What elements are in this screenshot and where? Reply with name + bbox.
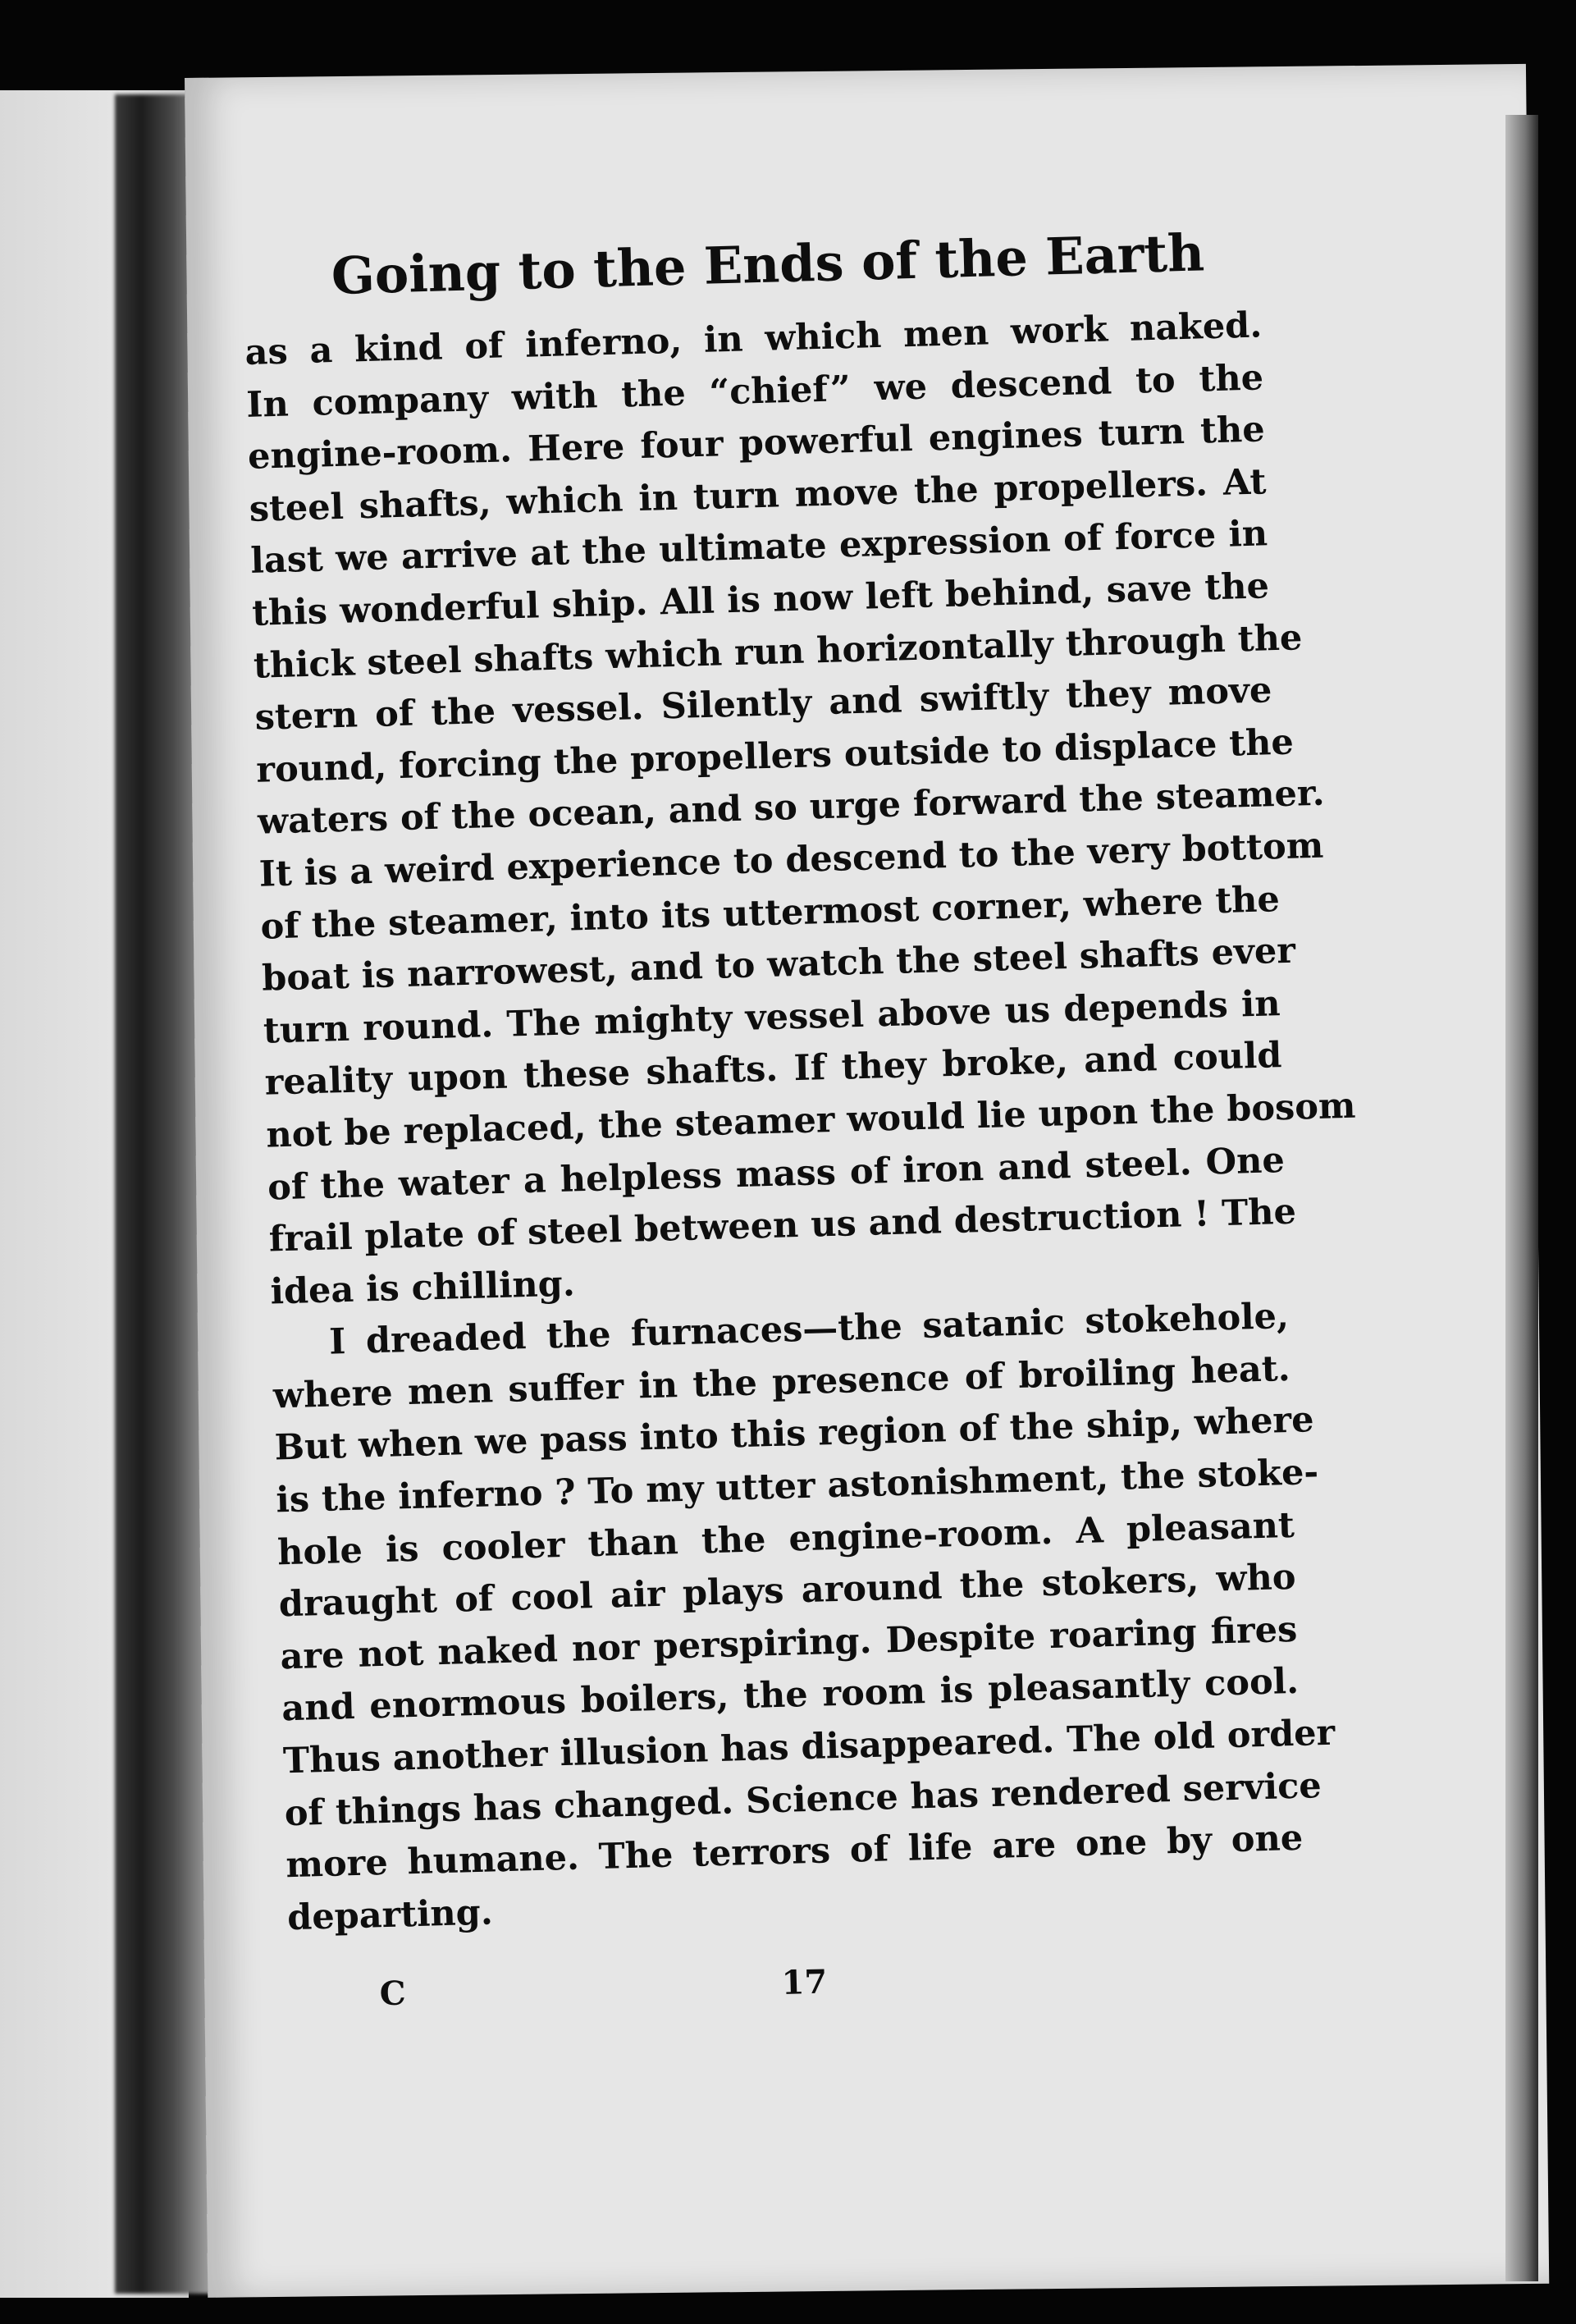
text-line: round, forcing the propellers outside to displace the — [255, 721, 1295, 791]
text-line: reality upon these shafts. If they broke, and could — [264, 1035, 1282, 1104]
text-line: of the steamer, into its uttermost corner, where the — [259, 878, 1281, 948]
text-line: boat is narrowest, and to watch the steel shafts ever — [261, 930, 1296, 1000]
text-line: I dreaded the furnaces—the satanic stokehole, — [328, 1296, 1290, 1363]
text-line: where men suffer in the presence of broiling heat. — [272, 1347, 1291, 1417]
text-line: thick steel shafts which run horizontally through the — [253, 616, 1303, 687]
paragraph-1 — [244, 300, 1357, 1318]
text-line: and enormous boilers, the room is pleasantly cool. — [281, 1661, 1300, 1730]
text-line: idea is chilling. — [269, 1263, 576, 1313]
text-line: draught of cool air plays around the stokers, who — [278, 1557, 1297, 1626]
text-line: steel shafts, which in turn move the propellers. At — [249, 461, 1268, 530]
text-line: turn round. The mighty vessel above us depends in — [263, 982, 1281, 1052]
text-line: departing. — [286, 1892, 494, 1939]
text-line: this wonderful ship. All is now left behind, save the — [251, 565, 1270, 634]
text-line: of the water a helpless mass of iron and steel. One — [267, 1139, 1286, 1209]
text-line: more humane. The terrors of life are one by one — [285, 1817, 1304, 1887]
text-line: is the inferno ? To my utter astonishment, the stoke- — [275, 1452, 1319, 1521]
text-line: waters of the ocean, and so urge forward the steamer. — [257, 772, 1326, 844]
paragraph-2 — [271, 1291, 1336, 1944]
text-line: frail plate of steel between us and destruction ! The — [268, 1191, 1297, 1260]
text-line: as a kind of inferno, in which men work naked. — [244, 304, 1263, 373]
text-line: But when we pass into this region of the ship, where — [274, 1399, 1315, 1469]
page-text-block — [242, 214, 1357, 2026]
page-number: 17 — [781, 1962, 828, 2003]
text-line: not be replaced, the steamer would lie upon the bosom — [265, 1085, 1357, 1156]
text-line: engine-room. Here four powerful engines turn the — [247, 409, 1266, 478]
text-line: It is a weird experience to descend to the very bottom — [258, 825, 1324, 895]
signature-mark: C — [379, 1974, 407, 2014]
text-line: last we arrive at the ultimate expression of force in — [249, 513, 1268, 583]
text-line: hole is cooler than the engine-room. A pleasant — [276, 1504, 1295, 1574]
running-head: Going to the Ends of the Earth — [330, 222, 1206, 307]
text-line: In company with the “chief” we descend to the — [245, 356, 1264, 426]
text-line: are not naked nor perspiring. Despite roaring fires — [279, 1608, 1298, 1678]
text-line: stern of the vessel. Silently and swiftly they move — [254, 670, 1272, 739]
text-line: Thus another illusion has disappeared. The old order — [282, 1712, 1336, 1782]
page-stack-edge — [1505, 115, 1538, 2281]
text-line: of things has changed. Science has rendered service — [284, 1764, 1322, 1834]
